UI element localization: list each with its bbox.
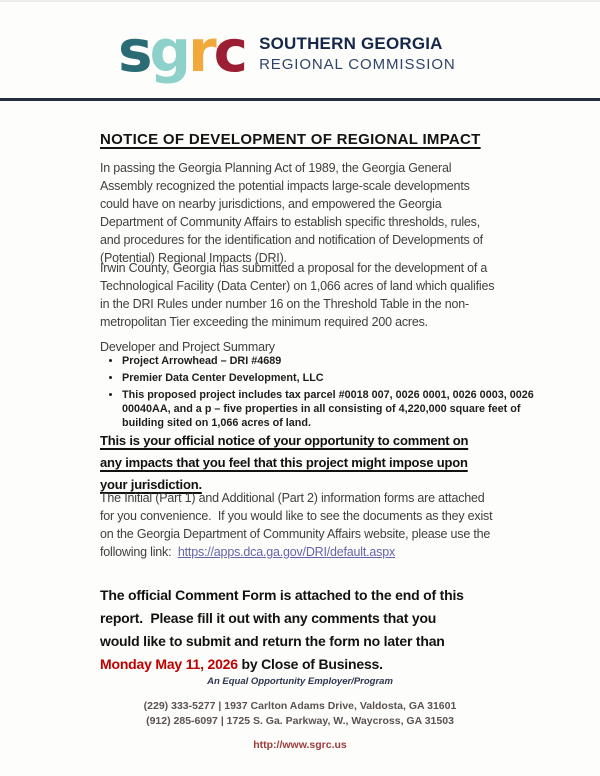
paragraph-line: (Potential) Regional Impacts (DRI).	[100, 251, 287, 265]
notice-line: This is your official notice of your opportunity to comment on	[100, 433, 469, 448]
paragraph-line: could have on nearby jurisdictions, and empowered the Georgia	[100, 197, 442, 211]
bullet-item: • This proposed project includes tax parcel #0018 007, 0026 0001, 0026 0003, 0026 00040AA, and a p – five properties in all consisting of 4,220,000 square feet of building sited on 1,066 acres of land.	[122, 388, 552, 430]
org-name-line1: SOUTHERN GEORGIA	[259, 34, 443, 53]
page-title: NOTICE OF DEVELOPMENT OF REGIONAL IMPACT	[100, 131, 481, 148]
bullet-item: • Project Arrowhead – DRI #4689	[122, 354, 552, 368]
paragraph-line: The Initial (Part 1) and Additional (Part 2) information forms are attached	[100, 491, 485, 505]
header	[118, 17, 456, 85]
logo-letter-s: s	[118, 17, 150, 85]
notice-line: any impacts that you feel that this project might impose upon	[100, 455, 468, 470]
notice-line: your jurisdiction.	[100, 477, 202, 492]
paragraph-line: Department of Community Affairs to establish specific thresholds, rules,	[100, 215, 480, 229]
org-name-line2: REGIONAL COMMISSION	[259, 56, 456, 73]
paragraph-line: and procedures for the identification and notification of Developments of	[100, 233, 483, 247]
paragraph-line: in the DRI Rules under number 16 on the Threshold Table in the non-	[100, 297, 470, 311]
org-name	[259, 20, 456, 73]
closing-line: The official Comment Form is attached to the end of this	[100, 587, 464, 603]
paragraph-line: metropolitan Tier exceeding the minimum required 200 acres.	[100, 315, 428, 329]
website-footer	[0, 739, 600, 751]
header-divider	[0, 98, 600, 101]
eeo-statement: An Equal Opportunity Employer/Program	[207, 676, 393, 687]
closing-line: report. Please fill it out with any comments that you	[100, 610, 437, 626]
sgrc-website-link[interactable]: http://www.sgrc.us	[253, 739, 347, 751]
bullet-item: • Premier Data Center Development, LLC	[122, 371, 552, 385]
summary-bullet-list	[100, 354, 552, 433]
closing-line: would like to submit and return the form no later than	[100, 633, 445, 649]
logo-letter-g: g	[149, 17, 189, 85]
sgrc-logo	[118, 17, 246, 85]
logo-letter-r: r	[188, 17, 214, 85]
paragraph-line: for you convenience. If you would like to see the documents as they exist	[100, 509, 493, 523]
intro-paragraph	[100, 159, 483, 267]
paragraph-line: following link: https://apps.dca.ga.gov/DRI/default.aspx	[100, 545, 396, 559]
paragraph-line: In passing the Georgia Planning Act of 1989, the Georgia General	[100, 161, 452, 175]
forms-paragraph	[100, 489, 492, 561]
paragraph-line: Irwin County, Georgia has submitted a proposal for the development of a	[100, 261, 488, 275]
summary-heading: Developer and Project Summary	[100, 340, 275, 354]
closing-line: Monday May 11, 2026 by Close of Business.	[100, 656, 383, 672]
proposal-paragraph	[100, 259, 494, 331]
address-line-valdosta: (229) 333-5277 | 1937 Carlton Adams Drive, Valdosta, GA 31601	[143, 700, 457, 712]
deadline-date: Monday May 11, 2026	[100, 656, 238, 672]
official-notice-statement	[100, 430, 468, 496]
paragraph-line: Assembly recognized the potential impacts large-scale developments	[100, 179, 470, 193]
paragraph-line: Technological Facility (Data Center) on 1,066 acres of land which qualifies	[100, 279, 495, 293]
dca-website-link[interactable]: https://apps.dca.ga.gov/DRI/default.aspx	[177, 545, 396, 559]
paragraph-line: on the Georgia Department of Community Affairs website, please use the	[100, 527, 491, 541]
comment-form-closing	[100, 584, 464, 676]
address-line-waycross: (912) 285-6097 | 1725 S. Ga. Parkway, W., Waycross, GA 31503	[146, 715, 454, 727]
logo-letter-c: c	[213, 17, 246, 85]
contact-addresses	[0, 699, 600, 729]
